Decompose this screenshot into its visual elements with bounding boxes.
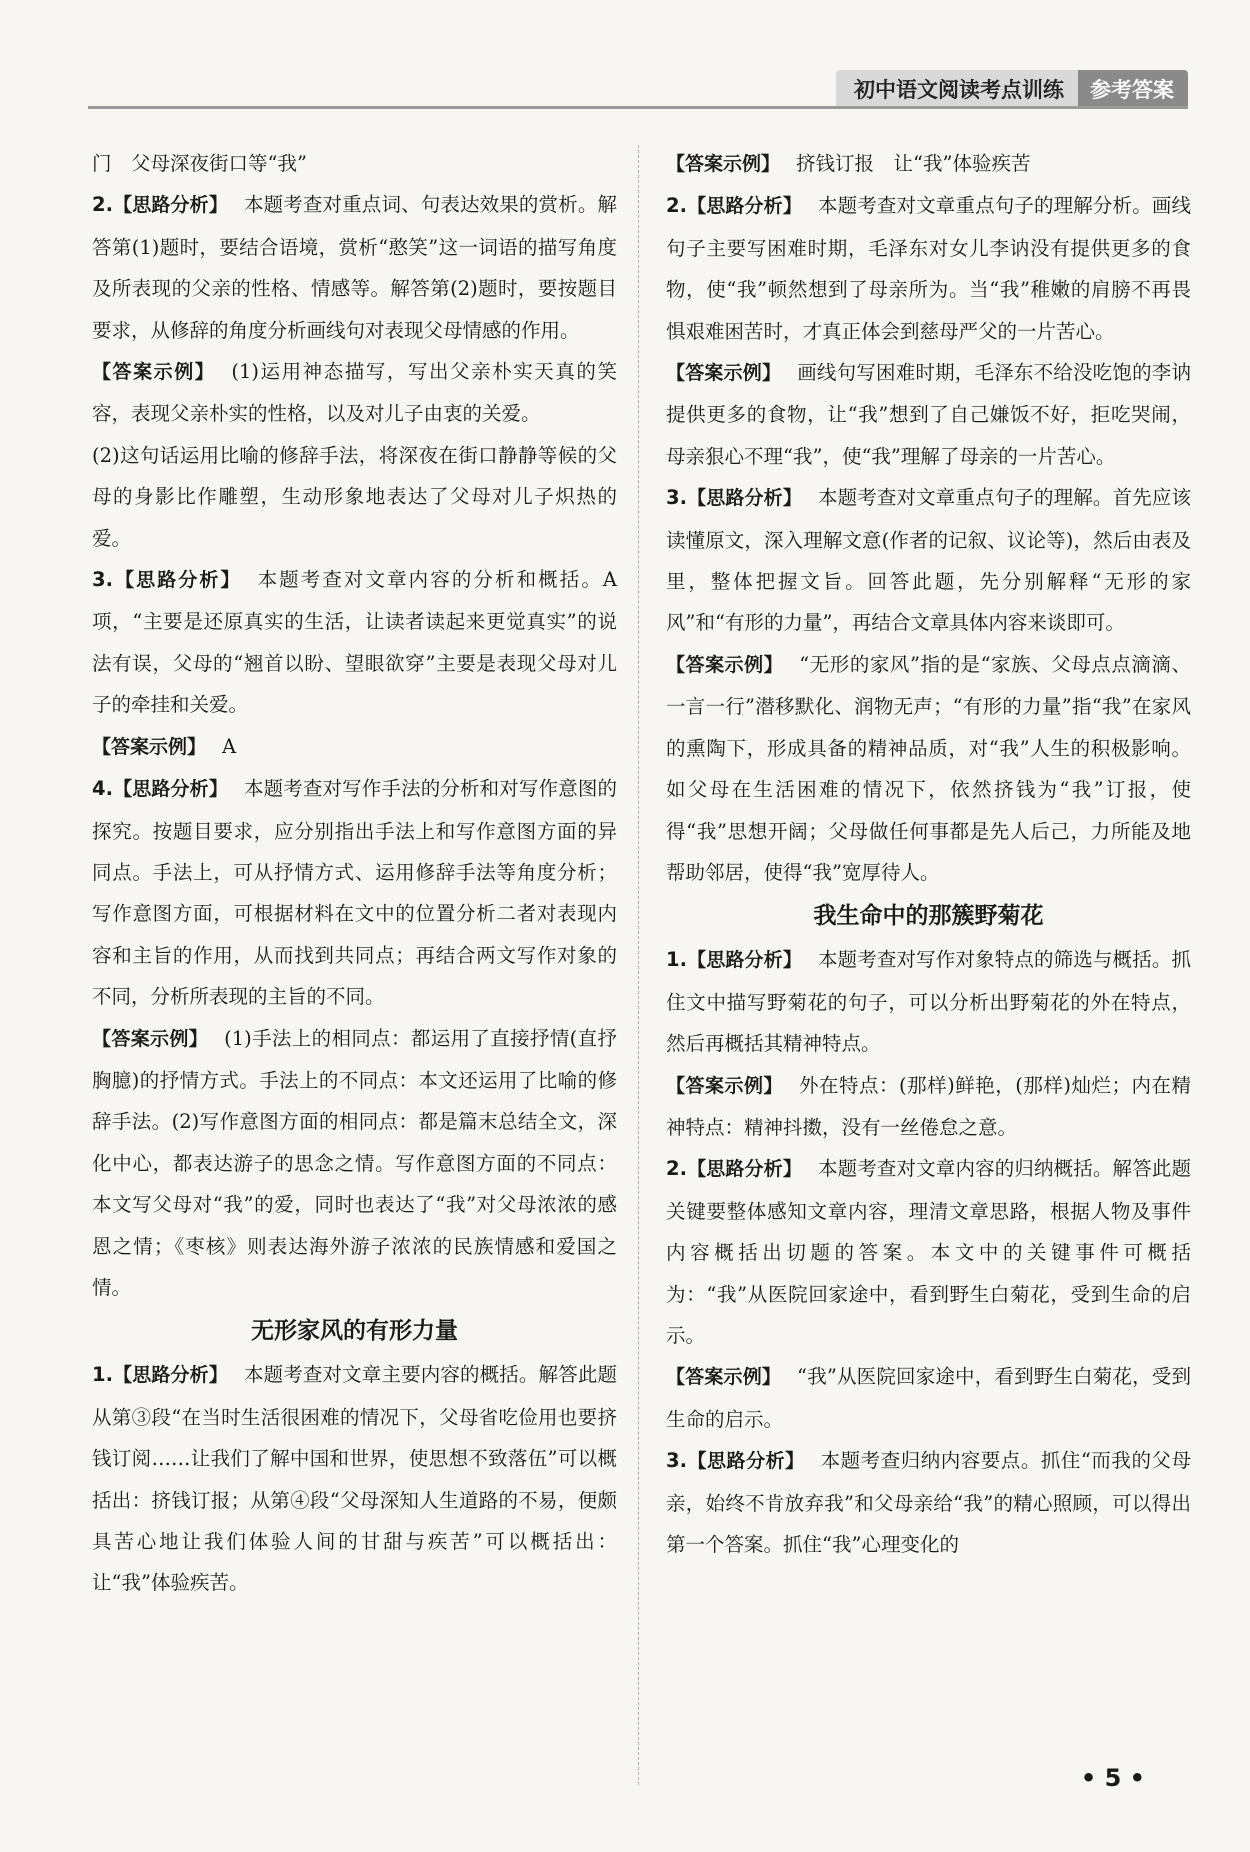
s3-q2-answer [666, 1356, 1191, 1440]
q2-analysis [92, 184, 617, 351]
q2-analysis-label: 【思路分析】 [112, 194, 228, 217]
q4-answer [92, 1018, 617, 1309]
s3-q1-analysis-label: 【思路分析】 [686, 949, 802, 972]
s3-q3-number: 3. [666, 1449, 687, 1473]
s3-q2-analysis-text: 本题考查对文章内容的归纳概括。解答此题关键要整体感知文章内容，理清文章思路，根据人物及事件内容概括出切题的答案。本文中的关键事件可概括为：“我”从医院回家途中，看到野生白菊花，受到生命的启示。 [666, 1157, 1191, 1347]
s3-q1-analysis-text: 本题考查对写作对象特点的筛选与概括。抓住文中描写野菊花的句子，可以分析出野菊花的外在特点，然后再概括其精神特点。 [666, 948, 1191, 1056]
s3-q1-answer-text: 外在特点：(那样)鲜艳，(那样)灿烂；内在精神特点：精神抖擞，没有一丝倦怠之意。 [666, 1073, 1191, 1139]
s2-q3-analysis-label: 【思路分析】 [686, 487, 802, 510]
s2-q3-answer-text: “无形的家风”指的是“家族、父母点点滴滴、一言一行”潜移默化、润物无声；“有形的力量”指“我”在家风的熏陶下，形成具备的精神品质，对“我”人生的积极影响。如父母在生活困难的情况下，依然挤钱为“我”订报，使得“我”思想开阔；父母做任何事都是先人后己，力所能及地帮助邻居，使得“我”宽厚待人。 [666, 652, 1191, 884]
header-title: 初中语文阅读考点训练 [836, 70, 1078, 106]
s3-q2-analysis [666, 1148, 1191, 1356]
s2-q3-analysis [666, 477, 1191, 644]
header-tag: 参考答案 [1078, 70, 1188, 106]
page-number: • 5 • [1080, 1764, 1145, 1792]
q2-answer2-text: (2)这句话运用比喻的修辞手法，将深夜在街口静静等候的父母的身影比作雕塑，生动形象地表达了父母对儿子炽热的爱。 [92, 443, 617, 550]
s2-q2-analysis-label: 【思路分析】 [686, 195, 802, 218]
s2-q2-answer [666, 352, 1191, 477]
s2-q3-answer-label: 【答案示例】 [666, 653, 784, 676]
s3-q1-number: 1. [666, 948, 687, 972]
q2-analysis-text: 本题考查对重点词、句表达效果的赏析。解答第(1)题时，要结合语境，赏析“憨笑”这一词语的描写角度及所表现的父亲的性格、情感等。解答第(2)题时，要按题目要求，从修辞的角度分析画线句对表现父母情感的作用。 [92, 193, 617, 342]
section-title-ye-juhua: 我生命中的那簇野菊花 [813, 903, 1044, 930]
s2-q1-number: 1. [92, 1363, 113, 1387]
s2-q3-answer [666, 644, 1191, 893]
s2-q3-number: 3. [666, 486, 687, 510]
s2-q2-answer-label: 【答案示例】 [666, 362, 782, 385]
s2-q1-answer-label: 【答案示例】 [666, 153, 781, 175]
s2-q1-analysis-label: 【思路分析】 [112, 1364, 228, 1387]
s3-q3-analysis [666, 1440, 1191, 1565]
q2-answer-label: 【答案示例】 [92, 361, 216, 384]
s3-q3-analysis-label: 【思路分析】 [686, 1450, 805, 1473]
s2-q1-analysis [92, 1354, 617, 1603]
s2-q1-analysis-text: 本题考查对文章主要内容的概括。解答此题从第③段“在当时生活很困难的情况下，父母省吃俭用也要挤钱订阅……让我们了解中国和世界，使思想不致落伍”可以概括出：挤钱订报；从第④段“父母深知人生道路的不易，便颇具苦心地让我们体验人间的甘甜与疾苦”可以概括出：让“我”体验疾苦。 [92, 1363, 617, 1595]
s3-q2-number: 2. [666, 1157, 687, 1181]
q4-analysis [92, 768, 617, 1017]
s2-q2-analysis-text: 本题考查对文章重点句子的理解分析。画线句子主要写困难时期，毛泽东对女儿李讷没有提供更多的食物，使“我”顿然想到了母亲所为。当“我”稚嫩的肩膀不再畏惧艰难困苦时，才真正体会到慈母严父的一片苦心。 [666, 194, 1191, 343]
s3-q2-answer-label: 【答案示例】 [666, 1366, 782, 1389]
q4-answer-text: (1)手法上的相同点：都运用了直接抒情(直抒胸臆)的抒情方式。手法上的不同点：本文还运用了比喻的修辞手法。(2)写作意图方面的相同点：都是篇末总结全文，深化中心，都表达游子的思念之情。写作意图方面的不同点：本文写父母对“我”的爱，同时也表达了“我”对父母浓浓的感恩之情；《枣核》则表达海外游子浓浓的民族情感和爱国之情。 [92, 1026, 617, 1299]
s2-q2-number: 2. [666, 194, 687, 218]
s2-q3-analysis-text: 本题考查对文章重点句子的理解。首先应该读懂原文，深入理解文意(作者的记叙、议论等)，然后由表及里，整体把握文旨。回答此题，先分别解释“无形的家风”和“有形的力量”，再结合文章具体内容来谈即可。 [666, 486, 1191, 635]
q2-answer [92, 351, 617, 435]
header-rule [88, 106, 1188, 109]
running-header [836, 70, 1188, 106]
left-column [92, 143, 617, 1604]
s3-q2-answer-text: “我”从医院回家途中，看到野生白菊花，受到生命的启示。 [666, 1365, 1191, 1431]
s3-q3-analysis-text: 本题考查归纳内容要点。抓住“而我的父母亲，始终不肯放弃我”和父母亲给“我”的精心照顾，可以得出第一个答案。抓住“我”心理变化的 [666, 1449, 1191, 1556]
s3-q2-analysis-label: 【思路分析】 [686, 1158, 802, 1181]
q3-number: 3. [92, 568, 113, 592]
q3-analysis-text: 本题考查对文章内容的分析和概括。A项，“主要是还原真实的生活，让读者读起来更觉真实”的说法有误，父母的“翘首以盼、望眼欲穿”主要是表现父母对儿子的牵挂和关爱。 [92, 568, 617, 717]
q4-analysis-label: 【思路分析】 [112, 778, 228, 801]
s2-q2-answer-text: 画线句写困难时期，毛泽东不给没吃饱的李讷提供更多的食物，让“我”想到了自己嫌饭不好，拒吃哭闹，母亲狠心不理“我”，使“我”理解了母亲的一片苦心。 [666, 361, 1191, 468]
s3-q1-answer [666, 1065, 1191, 1149]
q3-answer-text: A [222, 734, 237, 758]
q2-answer1-text: (1)运用神态描写，写出父亲朴实天真的笑容，表现父亲朴实的性格，以及对儿子由衷的关爱。 [92, 360, 617, 426]
s3-q1-analysis [666, 939, 1191, 1064]
s3-q1-answer-label: 【答案示例】 [666, 1074, 784, 1097]
q4-number: 4. [92, 777, 113, 801]
q4-analysis-text: 本题考查对写作手法的分析和对写作意图的探究。按题目要求，应分别指出手法上和写作意图方面的异同点。手法上，可从抒情方式、运用修辞手法等角度分析；写作意图方面，可根据材料在文中的位置分析二者对表现内容和主旨的作用，从而找到共同点；再结合两文写作对象的不同，分析所表现的主旨的不同。 [92, 777, 617, 1009]
q3-analysis [92, 559, 617, 726]
q3-answer [92, 726, 617, 768]
q3-analysis-label: 【思路分析】 [112, 569, 242, 592]
intro-line: 门 父母深夜街口等“我” [92, 152, 307, 175]
q2-number: 2. [92, 193, 113, 217]
right-column [666, 143, 1191, 1565]
column-divider [638, 145, 639, 1785]
s2-q2-analysis [666, 185, 1191, 352]
section-title-wuxing-jiafeng: 无形家风的有形力量 [251, 1318, 458, 1345]
s2-q1-answer [666, 143, 1191, 185]
q4-answer-label: 【答案示例】 [92, 1027, 209, 1050]
s2-q1-answer-text: 挤钱订报 让“我”体验疾苦 [796, 152, 1031, 175]
q3-answer-label: 【答案示例】 [92, 735, 207, 758]
